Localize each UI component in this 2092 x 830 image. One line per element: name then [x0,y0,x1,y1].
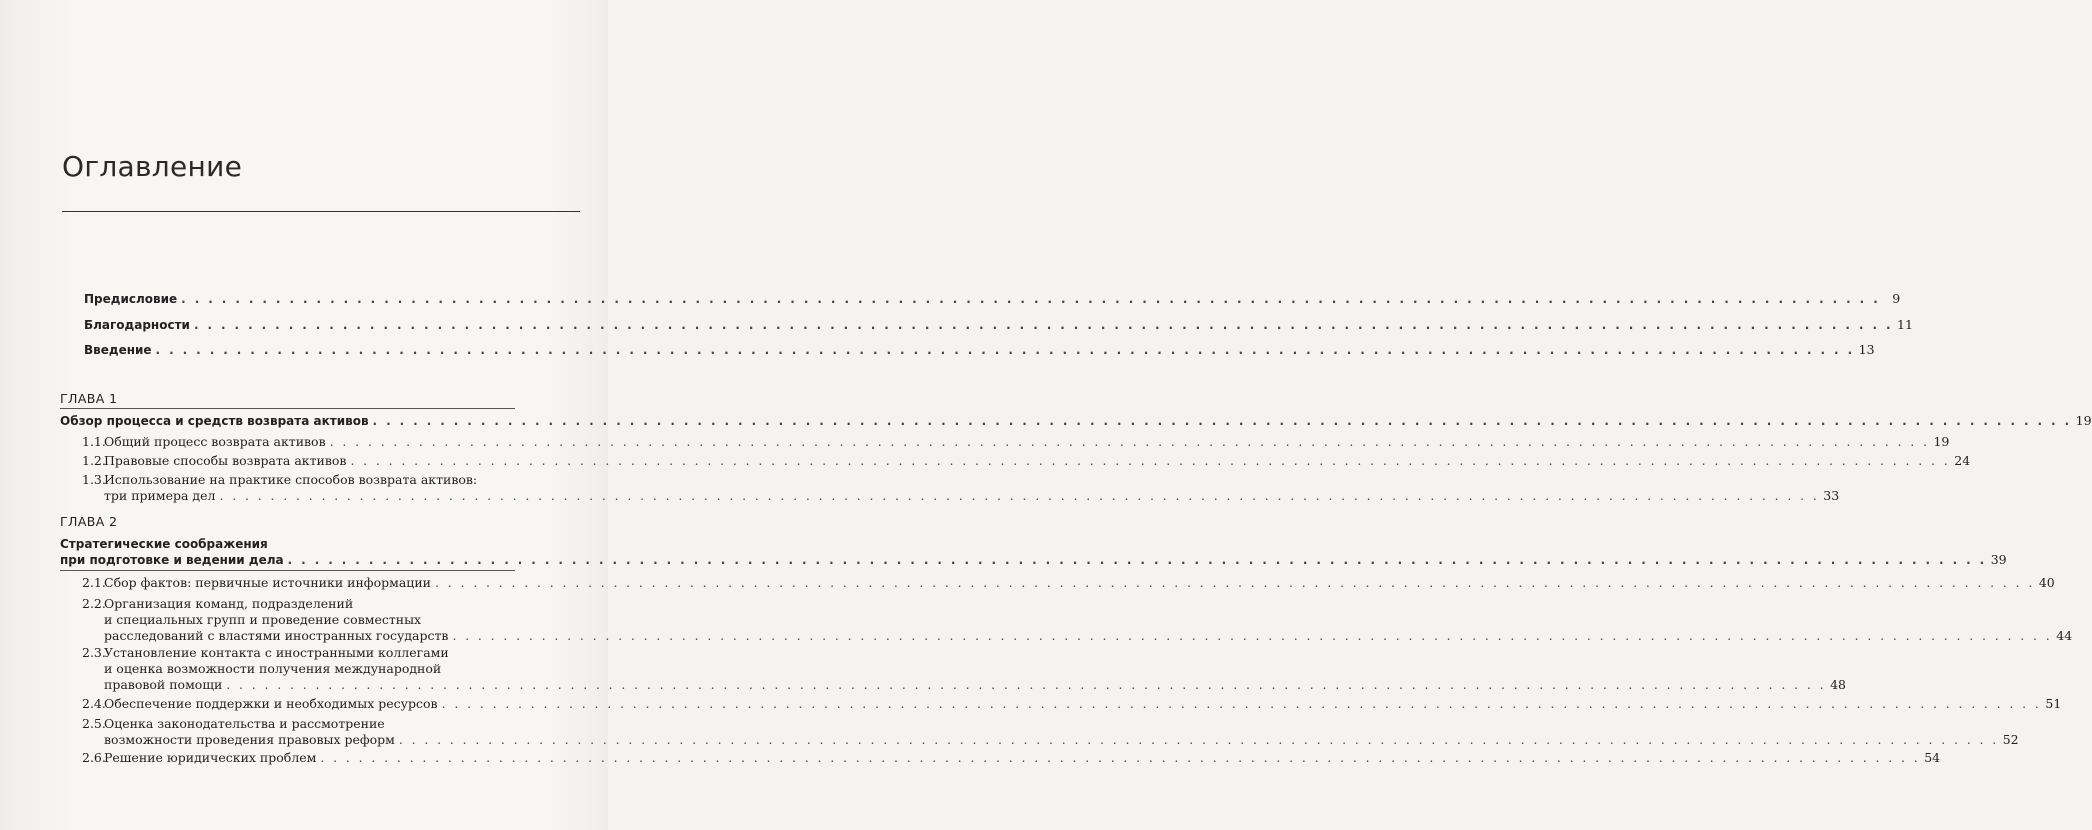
toc-entry-text: и специальных групп и проведение совместных [104,612,422,627]
toc-entry-text: Предисловие [84,292,178,306]
toc-page-number: 44 [2056,628,2073,643]
leader-dots [350,453,1950,469]
toc-entry-text: Сбор фактов: первичные источники информации [104,575,431,590]
toc-entry-section[interactable] [82,472,1840,504]
toc-page-number: 40 [2038,575,2055,590]
toc-entry-text: Оценка законодательства и рассмотрение [104,716,385,731]
title-rule [62,211,580,212]
page-title: Оглавление [62,150,243,183]
toc-entry-section[interactable] [82,434,1950,450]
leader-dots [452,628,2052,644]
leader-dots [181,291,1880,307]
toc-entry-chapter[interactable] [60,536,2007,568]
toc-entry-front[interactable] [84,342,1875,358]
toc-page-number: 19 [2075,413,2092,428]
toc-entry-text: Обеспечение поддержки и необходимых ресурсов [104,696,438,711]
toc-entry-section[interactable] [82,750,1941,766]
toc-entry-section[interactable] [82,453,1971,469]
leader-dots [373,413,2072,429]
section-number: 2.3. [82,645,106,660]
chapter-rule [60,570,515,571]
leader-dots [399,732,1999,748]
toc-entry-text: Решение юридических проблем [104,750,317,765]
toc-entry-text: Установление контакта с иностранными коллегами [104,645,449,660]
chapter-label: ГЛАВА 2 [60,514,118,529]
toc-page-number: 19 [1933,434,1950,449]
toc-entry-text: расследований с властями иностранных государств [104,628,449,643]
section-number: 2.4. [82,696,106,711]
toc-entry-text: правовой помощи [104,677,223,692]
toc-page-number: 11 [1897,317,1913,332]
leader-dots [288,552,1987,568]
leader-dots [435,575,2035,591]
toc-entry-text: Организация команд, подразделений [104,596,354,611]
leader-dots [442,696,2042,712]
toc-entry-chapter[interactable] [60,413,2092,429]
chapter-rule [60,408,515,409]
toc-entry-front[interactable] [84,317,1913,333]
toc-entry-text: Правовые способы возврата активов [104,453,347,468]
toc-page-number: 9 [1892,291,1901,306]
leader-dots [320,750,1920,766]
toc-page-number: 13 [1858,342,1875,357]
leader-dots [219,488,1819,504]
leader-dots [226,677,1826,693]
toc-entry-text: Обзор процесса и средств возврата активов [60,414,369,428]
chapter-label: ГЛАВА 1 [60,391,118,406]
section-number: 2.5. [82,716,106,731]
leader-dots [330,434,1930,450]
toc-entry-text: три примера дел [104,488,216,503]
toc-entry-text: Введение [84,343,152,357]
toc-entry-text: Стратегические соображения [60,537,268,551]
toc-page-number: 39 [1990,552,2007,567]
toc-entry-section[interactable] [82,696,2062,712]
toc-entry-front[interactable] [84,291,1901,307]
section-number: 1.2. [82,453,106,468]
toc-entry-text: Благодарности [84,318,190,332]
toc-page-number: 48 [1830,677,1847,692]
section-number: 1.1. [82,434,106,449]
section-number: 2.2. [82,596,106,611]
toc-entry-section[interactable] [82,575,2055,591]
toc-entry-text: возможности проведения правовых реформ [104,732,395,747]
toc-page-number: 24 [1954,453,1971,468]
toc-entry-text: Общий процесс возврата активов [104,434,326,449]
toc-entry-text: Использование на практике способов возврата активов: [104,472,478,487]
toc-page-number: 54 [1924,750,1941,765]
toc-page-number: 52 [2002,732,2019,747]
toc-page-number: 33 [1823,488,1840,503]
leader-dots [194,317,1893,333]
toc-entry-section[interactable] [82,716,2019,748]
toc-page-number: 51 [2045,696,2062,711]
toc-entry-section[interactable] [82,596,2073,644]
section-number: 1.3. [82,472,106,487]
leader-dots [156,342,1855,358]
section-number: 2.1. [82,575,106,590]
toc-entry-text: и оценка возможности получения международной [104,661,442,676]
section-number: 2.6. [82,750,106,765]
toc-entry-text: при подготовке и ведении дела [60,553,284,567]
toc-entry-section[interactable] [82,645,1847,693]
